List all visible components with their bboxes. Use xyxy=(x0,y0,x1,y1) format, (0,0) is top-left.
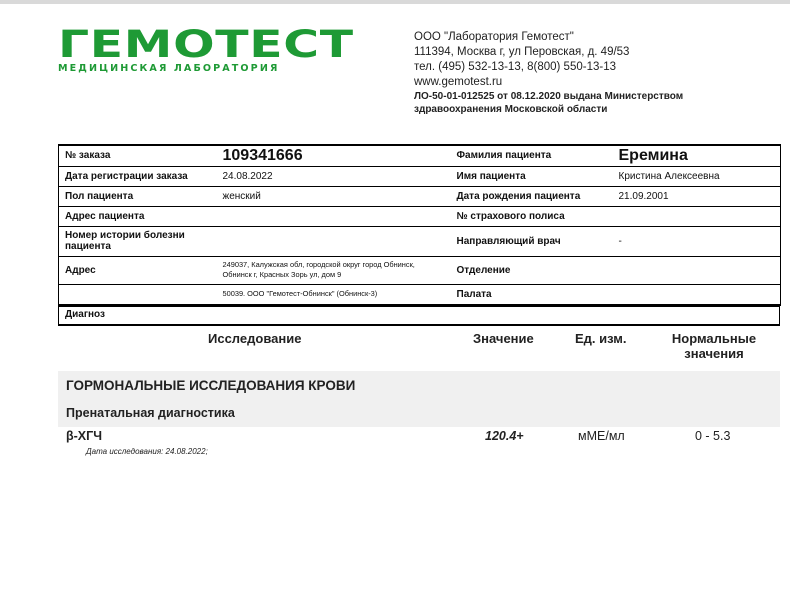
diagnosis-label: Диагноз xyxy=(65,309,105,320)
info-row-registration xyxy=(59,166,781,186)
birth-value: 21.09.2001 xyxy=(613,186,781,206)
top-border xyxy=(0,0,790,4)
lab-license: ЛО-50-01-012525 от 08.12.2020 выдана Министерством здравоохранения Московской области xyxy=(414,91,684,115)
lab-address: 111394, Москва г, ул Перовская, д. 49/53 xyxy=(414,46,630,58)
insurance-value xyxy=(613,206,781,226)
diagnosis-box xyxy=(58,305,780,326)
column-norm xyxy=(660,331,768,361)
section-title: ГОРМОНАЛЬНЫЕ ИССЛЕДОВАНИЯ КРОВИ xyxy=(66,378,356,393)
info-row-sex xyxy=(59,186,781,206)
sex-value: женский xyxy=(217,186,451,206)
column-unit: Ед. изм. xyxy=(575,331,627,346)
subsection-title: Пренатальная диагностика xyxy=(66,406,235,420)
logo-tagline: МЕДИЦИНСКАЯ ЛАБОРАТОРИЯ xyxy=(58,63,280,74)
birth-label: Дата рождения пациента xyxy=(451,186,613,206)
department-label: Отделение xyxy=(451,256,613,284)
column-value: Значение xyxy=(473,331,534,346)
ward-label: Палата xyxy=(451,284,613,305)
info-row-address xyxy=(59,256,781,284)
name-value: Кристина Алексеевна xyxy=(613,166,781,186)
gemotest-logo xyxy=(58,23,358,74)
reg-date-label: Дата регистрации заказа xyxy=(59,166,217,186)
name-label: Имя пациента xyxy=(451,166,613,186)
surname-label: Фамилия пациента xyxy=(451,145,613,166)
history-label: Номер истории болезни пациента xyxy=(59,226,217,256)
lab-website: www.gemotest.ru xyxy=(414,76,503,88)
sex-label: Пол пациента xyxy=(59,186,217,206)
info-row-order xyxy=(59,145,781,166)
patient-address-label: Адрес пациента xyxy=(59,206,217,226)
branch-label xyxy=(59,284,217,305)
lab-info xyxy=(414,30,764,116)
address-value: 249037, Калужская обл, городской округ город Обнинск, Обнинск г, Красных Зорь ул, дом 9 xyxy=(217,256,451,284)
result-unit: мМЕ/мл xyxy=(578,429,625,443)
doctor-label: Направляющий врач xyxy=(451,226,613,256)
info-row-branch xyxy=(59,284,781,305)
history-value xyxy=(217,226,451,256)
info-row-history xyxy=(59,226,781,256)
result-date: Дата исследования: 24.08.2022; xyxy=(86,447,208,456)
logo-wordmark: ГЕМОТЕСТ xyxy=(58,23,354,66)
order-value: 109341666 xyxy=(217,145,451,166)
patient-info-table xyxy=(58,144,781,306)
result-name: β-ХГЧ xyxy=(66,429,102,443)
doctor-value: - xyxy=(613,226,781,256)
surname-value: Еремина xyxy=(613,145,781,166)
lab-phone: тел. (495) 532-13-13, 8(800) 550-13-13 xyxy=(414,61,616,73)
lab-branch-value: 50039. ООО "Гемотест-Обнинск" (Обнинск-3) xyxy=(217,284,451,305)
lab-name: ООО "Лаборатория Гемотест" xyxy=(414,31,574,43)
department-value xyxy=(613,256,781,284)
column-norm-line2: значения xyxy=(684,346,744,361)
column-norm-line1: Нормальные xyxy=(671,331,757,346)
result-reference: 0 - 5.3 xyxy=(695,429,731,443)
reg-date-value: 24.08.2022 xyxy=(217,166,451,186)
result-value: 120.4+ xyxy=(485,429,524,443)
address-label: Адрес xyxy=(59,256,217,284)
patient-address-value xyxy=(217,206,451,226)
ward-value xyxy=(613,284,781,305)
column-study: Исследование xyxy=(208,331,302,346)
info-row-patient-address xyxy=(59,206,781,226)
insurance-label: № страхового полиса xyxy=(451,206,613,226)
order-label: № заказа xyxy=(59,145,217,166)
